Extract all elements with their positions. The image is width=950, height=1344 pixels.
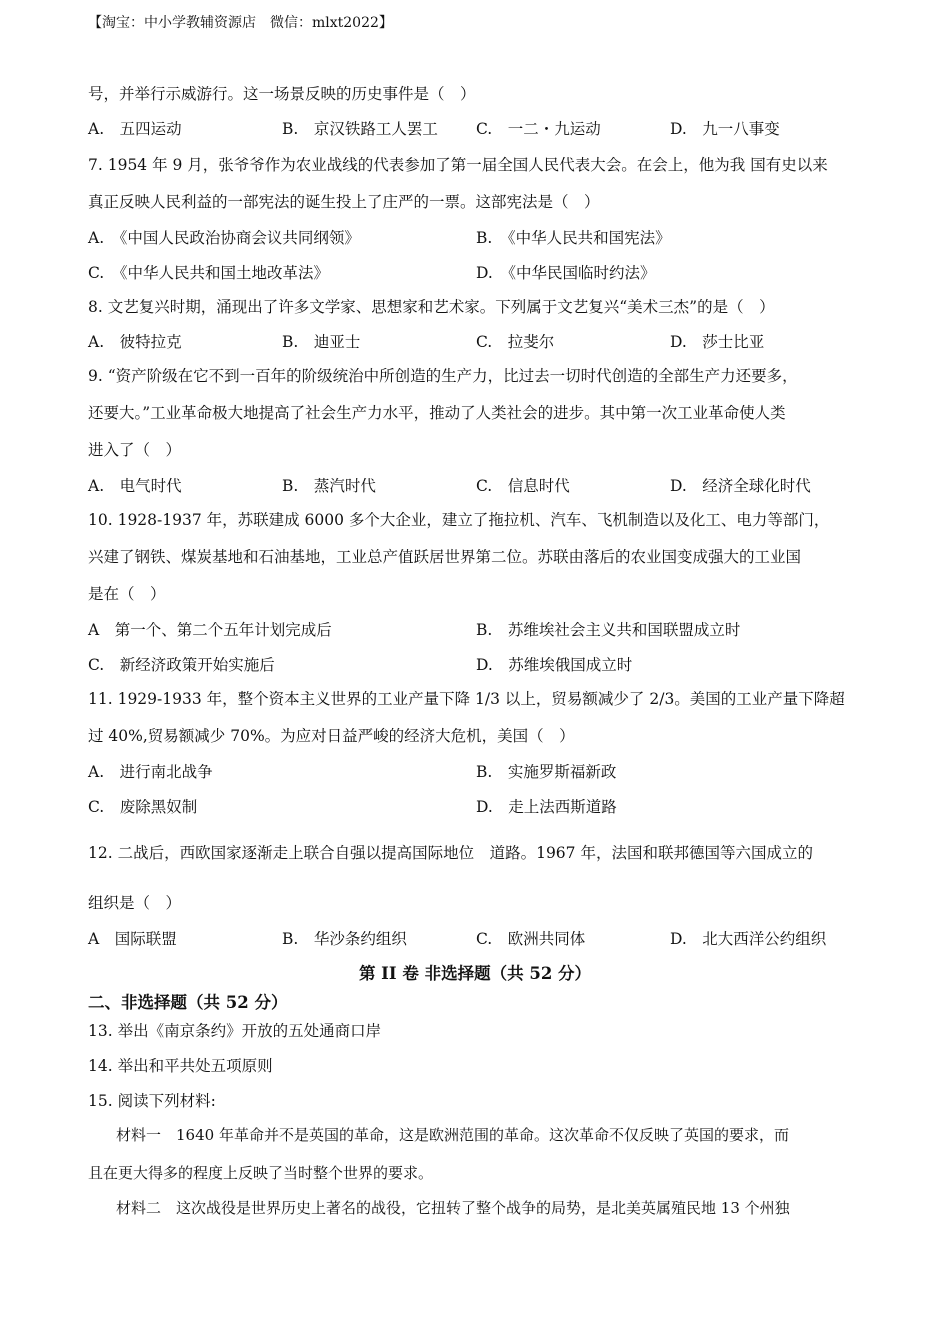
q7-stem-line2: 真正反映人民利益的一部宪法的诞生投上了庄严的一票。这部宪法是（ ） xyxy=(88,193,600,211)
q8-option-a: A. 彼特拉克 xyxy=(88,333,182,351)
section-title: 二、非选择题（共 52 分） xyxy=(88,993,288,1012)
q11-option-d: D. 走上法西斯道路 xyxy=(476,798,617,816)
q8-stem: 8. 文艺复兴时期，涌现出了许多文学家、思想家和艺术家。下列属于文艺复兴“美术三杰”的是（ ） xyxy=(88,298,775,316)
q6-stem: 号，并举行示威游行。这一场景反映的历史事件是（ ） xyxy=(88,85,476,103)
q7-option-c: C. 《中华人民共和国土地改革法》 xyxy=(88,264,329,282)
q12-option-b: B. 华沙条约组织 xyxy=(282,930,407,948)
volume-title: 第 II 卷 非选择题（共 52 分） xyxy=(358,964,592,983)
q12-option-a: A 国际联盟 xyxy=(88,930,177,948)
q8-option-b: B. 迪亚士 xyxy=(282,333,361,351)
q9-option-d: D. 经济全球化时代 xyxy=(670,477,811,495)
q9-stem-line2: 还要大。”工业革命极大地提高了社会生产力水平，推动了人类社会的进步。其中第一次工业革命使人类 xyxy=(88,404,786,422)
q8-option-d: D. 莎士比亚 xyxy=(670,333,765,351)
q13-stem: 13. 举出《南京条约》开放的五处通商口岸 xyxy=(88,1022,382,1040)
q11-stem-line1: 11. 1929-1933 年，整个资本主义世界的工业产量下降 1/3 以上，贸易额减少了 2/3。美国的工业产量下降超 xyxy=(88,690,845,708)
q15-material1-line1: 材料一 1640 年革命并不是英国的革命，这是欧洲范围的革命。这次革命不仅反映了英国的要求，而 xyxy=(116,1126,789,1144)
q11-option-b: B. 实施罗斯福新政 xyxy=(476,763,617,781)
q11-option-a: A. 进行南北战争 xyxy=(88,763,213,781)
q7-option-d: D. 《中华民国临时约法》 xyxy=(476,264,656,282)
q10-stem-line1: 10. 1928-1937 年，苏联建成 6000 多个大企业，建立了拖拉机、汽车、飞机制造以及化工、电力等部门， xyxy=(88,511,830,529)
q9-option-a: A. 电气时代 xyxy=(88,477,182,495)
q14-stem: 14. 举出和平共处五项原则 xyxy=(88,1057,273,1075)
q10-stem-line2: 兴建了钢铁、煤炭基地和石油基地，工业总产值跃居世界第二位。苏联由落后的农业国变成强大的工业国 xyxy=(88,548,802,566)
q8-option-c: C. 拉斐尔 xyxy=(476,333,555,351)
q12-option-c: C. 欧洲共同体 xyxy=(476,930,586,948)
q11-stem-line2: 过 40%,贸易额减少 70%。为应对日益严峻的经济大危机，美国（ ） xyxy=(88,727,575,745)
q11-option-c: C. 废除黑奴制 xyxy=(88,798,198,816)
q15-material1-line2: 且在更大得多的程度上反映了当时整个世界的要求。 xyxy=(88,1164,434,1182)
q10-option-c: C. 新经济政策开始实施后 xyxy=(88,656,275,674)
q10-stem-line3: 是在（ ） xyxy=(88,585,166,603)
q15-material2-line1: 材料二 这次战役是世界历史上著名的战役，它扭转了整个战争的局势，是北美英属殖民地 13 个州独 xyxy=(116,1199,790,1217)
q15-intro: 15. 阅读下列材料: xyxy=(88,1092,216,1110)
q6-option-b: B. 京汉铁路工人罢工 xyxy=(282,120,438,138)
q9-stem-line1: 9. “资产阶级在它不到一百年的阶级统治中所创造的生产力，比过去一切时代创造的全部生产力还要多， xyxy=(88,367,798,385)
q6-option-a: A. 五四运动 xyxy=(88,120,182,138)
q12-option-d: D. 北大西洋公约组织 xyxy=(670,930,827,948)
q9-option-c: C. 信息时代 xyxy=(476,477,570,495)
q7-option-a: A. 《中国人民政治协商会议共同纲领》 xyxy=(88,229,360,247)
q6-option-d: D. 九一八事变 xyxy=(670,120,780,138)
q9-stem-line3: 进入了（ ） xyxy=(88,441,182,459)
q12-stem-line1: 12. 二战后，西欧国家逐渐走上联合自强以提高国际地位 道路。1967 年，法国和联邦德国等六国成立的 xyxy=(88,844,813,862)
q10-option-b: B. 苏维埃社会主义共和国联盟成立时 xyxy=(476,621,741,639)
q6-option-c: C. 一二・九运动 xyxy=(476,120,601,138)
q7-option-b: B. 《中华人民共和国宪法》 xyxy=(476,229,671,247)
q9-option-b: B. 蒸汽时代 xyxy=(282,477,376,495)
q10-option-a: A 第一个、第二个五年计划完成后 xyxy=(88,621,332,639)
q7-stem-line1: 7. 1954 年 9 月，张爷爷作为农业战线的代表参加了第一届全国人民代表大会。在会上，他为我 国有史以来 xyxy=(88,156,828,174)
q10-option-d: D. 苏维埃俄国成立时 xyxy=(476,656,633,674)
header-watermark: 【淘宝：中小学教辅资源店 微信：mlxt2022】 xyxy=(88,15,393,31)
q12-stem-line2: 组织是（ ） xyxy=(88,894,182,912)
